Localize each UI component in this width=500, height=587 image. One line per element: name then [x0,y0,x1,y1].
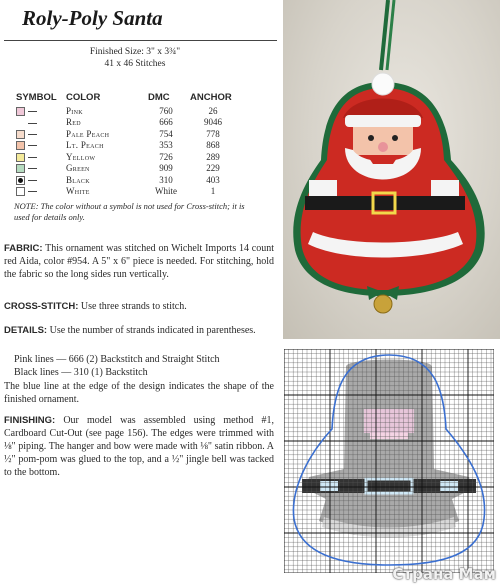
key-color-cell: Red [66,117,81,128]
key-anchor-cell: 9046 [204,117,222,128]
symbol-swatch-icon [16,187,25,196]
ornament-photo [283,0,500,339]
symbol-swatch-icon [16,130,25,139]
key-row [14,140,240,152]
color-note: NOTE: The color without a symbol is not used for Cross-stitch; it is used for details only. [14,201,245,222]
santa-mouth [369,158,397,164]
key-symbol-cell [14,186,64,198]
fabric-text: This ornament was stitched on Wichelt Imports 14 count red Aida, color #954. A 5" x 6" piece is needed. For stitching, hold the fabric so the long sides run vertically. [4,243,274,280]
key-color-cell: Green [66,163,90,174]
key-symbol-cell [14,105,64,117]
key-row [14,117,240,129]
key-dmc-cell: 726 [159,151,173,162]
page-title: Roly-Poly Santa [22,6,163,30]
key-header-symbol: SYMBOL [16,92,57,103]
key-dash [28,111,37,112]
key-anchor-cell: 289 [206,151,220,162]
key-symbol-cell [14,117,64,129]
symbol-swatch-icon [16,107,25,116]
key-row [14,128,240,140]
santa-eye-right [392,135,398,141]
fabric-paragraph [4,242,274,281]
key-dmc-cell: 760 [159,105,173,116]
key-color-cell: Yellow [66,151,96,162]
key-color-cell: Pink [66,105,83,116]
santa-belt [305,196,465,210]
key-anchor-cell: 868 [206,140,220,151]
finished-size: Finished Size: 3" x 3¾" [89,47,181,57]
key-anchor-cell: 778 [206,128,220,139]
cross-stitch-label: CROSS-STITCH: [4,301,79,312]
symbol-swatch-icon [16,141,25,150]
key-dash [28,145,37,146]
key-dash [28,134,37,135]
fabric-label: FABRIC: [4,243,43,254]
key-symbol-cell [14,151,64,163]
key-dmc-cell: 310 [159,174,173,185]
key-anchor-cell: 26 [208,105,218,116]
key-color-cell: White [66,186,90,197]
cross-stitch-paragraph [4,300,274,313]
details-label: DETAILS: [4,325,48,336]
symbol-swatch-icon [16,176,25,185]
key-dash [28,180,37,181]
color-key-table [14,91,240,197]
key-header-row [14,91,240,105]
key-symbol-cell [14,128,64,140]
key-dmc-cell: 909 [159,163,173,174]
watermark: Страна Мам [392,565,496,583]
stitch-chart-svg [284,349,494,573]
ornament-photo-svg [283,0,500,339]
pink-lines-text: Pink lines — 666 (2) Backstitch and Straight Stitch [14,354,220,365]
key-dmc-cell: 754 [159,128,173,139]
black-lines-text: Black lines — 310 (1) Backstitch [14,367,148,378]
key-dash [28,168,37,169]
key-row [14,105,240,117]
finishing-paragraph [4,414,274,479]
details-text: Use the number of strands indicated in parentheses. [49,325,256,336]
key-dmc-cell: 353 [159,140,173,151]
key-symbol-cell [14,163,64,175]
key-row [14,151,240,163]
jingle-bell [374,295,392,313]
key-row [14,186,240,198]
pom-pom [372,73,394,95]
key-symbol-cell [14,174,64,186]
santa-nose [378,142,388,152]
symbol-swatch-icon [16,164,25,173]
key-row [14,163,240,175]
key-dash [28,157,37,158]
finishing-label: FINISHING: [4,415,56,426]
key-dash [28,123,37,124]
key-color-cell: Black [66,174,90,185]
key-dash [28,191,37,192]
santa-hat-trim [345,115,421,127]
details-paragraph [4,324,274,337]
key-anchor-cell: 229 [206,163,220,174]
key-dmc-cell: White [155,186,177,197]
santa-eye-left [368,135,374,141]
key-row [14,174,240,186]
key-color-cell: Lt. Peach [66,140,104,151]
key-color-cell: Pale Peach [66,128,110,139]
title-rule [4,40,277,41]
key-symbol-cell [14,140,64,152]
cross-stitch-text: Use three strands to stitch. [80,301,187,312]
key-anchor-cell: 403 [206,174,220,185]
blue-line-text: The blue line at the edge of the design indicates the shape of the finished ornament. [4,381,274,405]
symbol-swatch-icon [16,153,25,162]
key-header-color: COLOR [66,92,101,103]
stitch-chart [284,349,494,578]
key-dmc-cell: 666 [159,117,173,128]
stitch-count: 41 x 46 Stitches [104,59,166,69]
key-header-dmc: DMC [148,92,170,103]
key-anchor-cell: 1 [210,186,216,197]
key-header-anchor: ANCHOR [190,92,232,103]
finishing-text: Our model was assembled using method #1, Cardboard Cut-Out (see page 156). The edges were trimmed with ⅛" piping. The hanger and bow were made with ⅛" satin ribbon. A ½" pom-pom was glued to the top, and a ½" jingle bell was tacked to the bottom. [4,415,274,478]
